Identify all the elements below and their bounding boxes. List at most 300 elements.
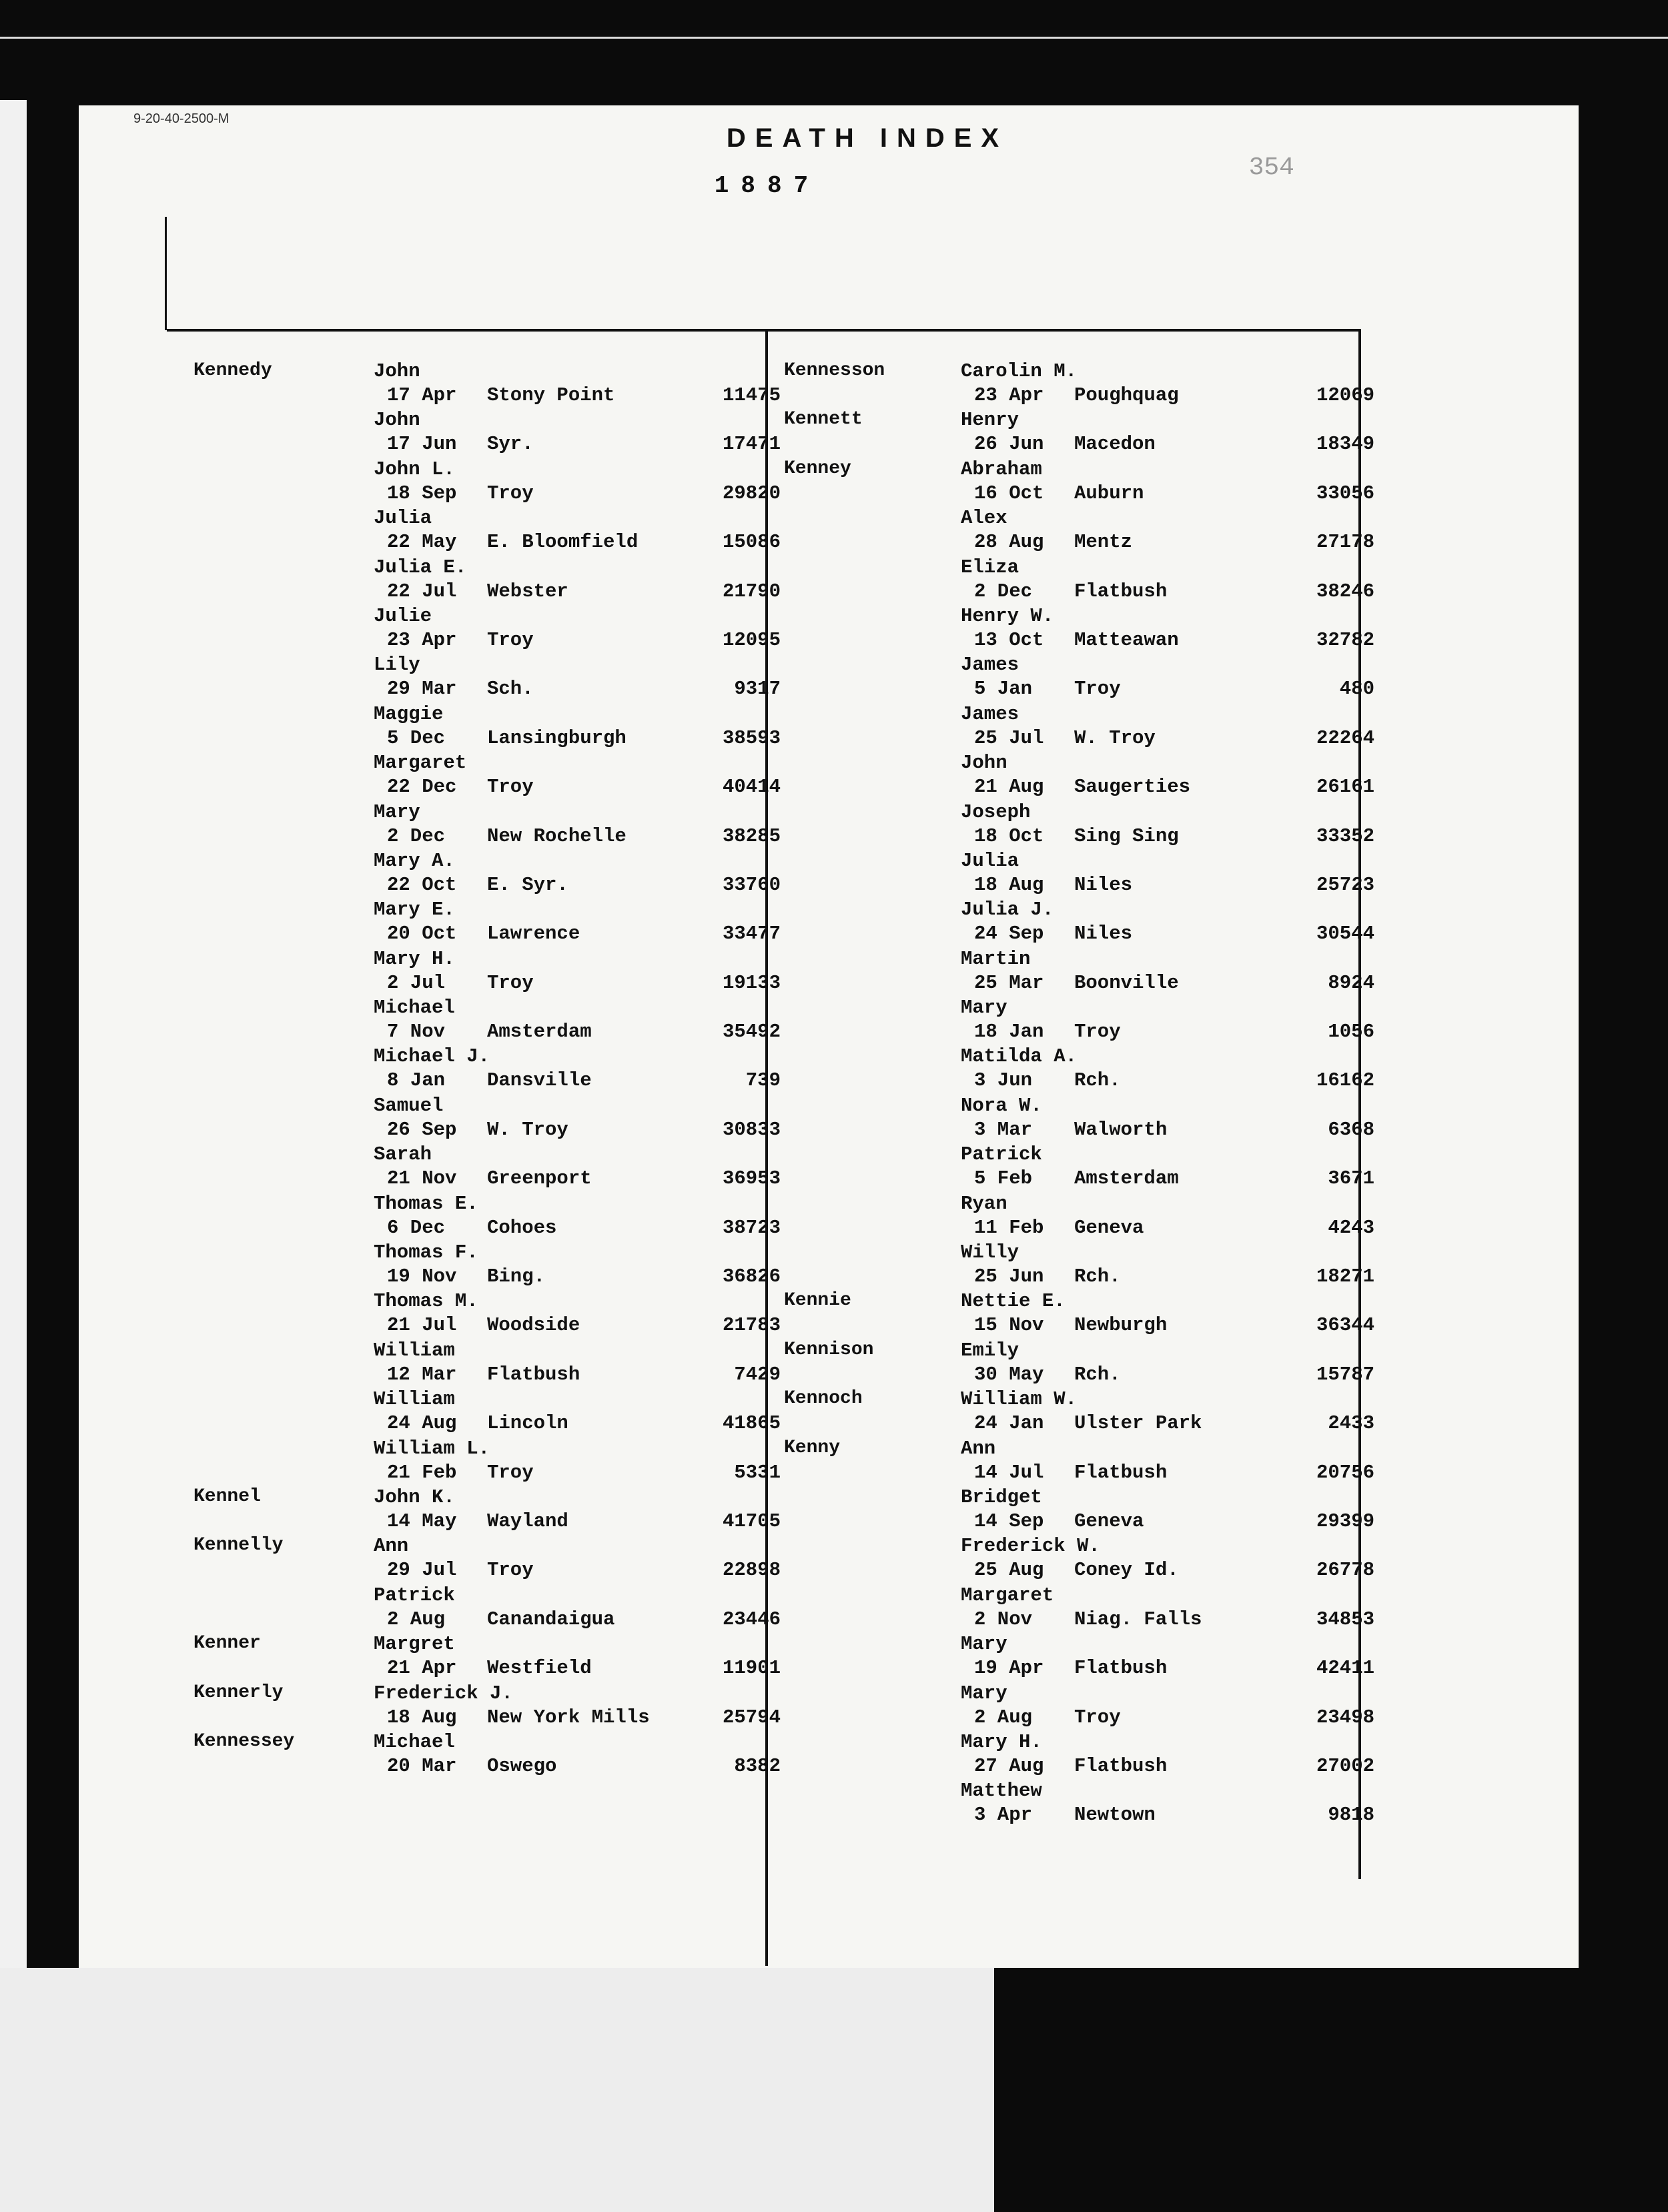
index-entry — [374, 997, 781, 1045]
index-entry — [374, 1241, 781, 1290]
index-entry — [961, 1339, 1374, 1388]
death-place: Canandaigua — [487, 1608, 615, 1630]
index-entry — [961, 556, 1374, 605]
scan-background — [994, 1968, 1668, 2212]
death-date: 6 Dec — [387, 1216, 446, 1239]
certificate-number: 41865 — [722, 1412, 781, 1435]
death-date: 3 Apr — [974, 1804, 1033, 1826]
index-entry — [374, 360, 781, 409]
index-entry — [374, 801, 781, 850]
surname: Kennison — [784, 1339, 874, 1360]
certificate-number: 23498 — [1316, 1706, 1374, 1728]
death-date: 12 Mar — [387, 1363, 457, 1386]
given-name: Julie — [374, 604, 432, 627]
death-date: 25 Aug — [974, 1559, 1044, 1582]
death-date: 17 Jun — [387, 433, 457, 456]
surname-group — [193, 1682, 781, 1731]
index-entry — [961, 800, 1374, 850]
death-place: Flatbush — [1074, 580, 1168, 602]
death-place: Rch. — [1074, 1363, 1121, 1386]
given-name: Samuel — [374, 1094, 444, 1117]
left-margin-rule — [165, 217, 167, 330]
death-date: 16 Oct — [974, 482, 1044, 504]
given-name: Nora W. — [961, 1094, 1042, 1117]
entry-list — [961, 1388, 1374, 1437]
certificate-number: 33352 — [1316, 824, 1374, 847]
index-entry — [961, 702, 1374, 752]
death-date: 2 Aug — [974, 1706, 1033, 1728]
death-place: Boonville — [1074, 971, 1179, 994]
surname-group — [784, 1290, 1374, 1339]
index-entry — [961, 1730, 1374, 1780]
certificate-number: 29820 — [722, 482, 781, 504]
death-date: 29 Mar — [387, 678, 457, 700]
death-place: Troy — [1074, 1021, 1121, 1043]
death-date: 2 Nov — [974, 1608, 1033, 1630]
death-date: 23 Apr — [387, 628, 457, 651]
death-place: New York Mills — [487, 1706, 650, 1728]
death-place: Amsterdam — [487, 1021, 592, 1043]
index-entry — [374, 948, 781, 997]
death-date: 18 Sep — [387, 482, 457, 504]
death-date: 21 Aug — [974, 776, 1044, 798]
certificate-number: 22264 — [1316, 726, 1374, 749]
death-place: Saugerties — [1074, 776, 1191, 798]
death-date: 24 Sep — [974, 923, 1044, 945]
given-name: Bridget — [961, 1486, 1042, 1508]
given-name: Matthew — [961, 1780, 1042, 1802]
given-name: Margaret — [961, 1584, 1054, 1606]
index-entry — [961, 849, 1374, 899]
death-date: 28 Aug — [974, 531, 1044, 554]
given-name: Abraham — [961, 458, 1042, 480]
certificate-number: 22898 — [722, 1559, 781, 1582]
given-name: Mary — [374, 800, 420, 823]
index-entry — [374, 1633, 781, 1682]
header-rule — [167, 329, 1361, 332]
entry-list — [374, 1682, 781, 1731]
death-date: 22 Dec — [387, 776, 457, 798]
index-entry — [961, 654, 1374, 702]
death-date: 13 Oct — [974, 628, 1044, 651]
certificate-number: 18349 — [1316, 433, 1374, 456]
death-date: 3 Jun — [974, 1069, 1033, 1092]
death-date: 11 Feb — [974, 1216, 1044, 1239]
certificate-number: 38246 — [1316, 580, 1374, 602]
certificate-number: 23446 — [722, 1608, 781, 1630]
index-entry — [374, 458, 781, 507]
death-place: Newburgh — [1074, 1314, 1168, 1337]
index-entry — [374, 1584, 781, 1633]
given-name: Mary — [961, 1633, 1007, 1656]
index-entry — [374, 899, 781, 947]
index-entry — [374, 1339, 781, 1388]
certificate-number: 41705 — [722, 1510, 781, 1532]
death-place: Oswego — [487, 1754, 557, 1777]
entry-list — [961, 409, 1374, 458]
given-name: James — [961, 654, 1019, 676]
entry-list — [374, 1535, 781, 1633]
index-entry — [961, 899, 1374, 947]
given-name: John — [374, 409, 420, 432]
certificate-number: 480 — [1339, 678, 1374, 700]
index-entry — [374, 1290, 781, 1339]
death-place: Troy — [487, 482, 534, 504]
given-name: James — [961, 702, 1019, 725]
surname: Kennel — [193, 1486, 261, 1507]
certificate-number: 36826 — [722, 1265, 781, 1288]
entry-list — [961, 1339, 1374, 1388]
death-date: 14 Sep — [974, 1510, 1044, 1532]
death-place: Niles — [1074, 873, 1133, 896]
certificate-number: 1056 — [1328, 1021, 1374, 1043]
death-date: 17 Apr — [387, 384, 457, 406]
certificate-number: 33056 — [1316, 482, 1374, 504]
certificate-number: 36953 — [722, 1167, 781, 1190]
given-name: Ann — [374, 1535, 409, 1558]
death-place: New Rochelle — [487, 824, 627, 847]
given-name: William — [374, 1339, 455, 1361]
given-name: Carolin M. — [961, 360, 1078, 382]
death-date: 7 Nov — [387, 1021, 446, 1043]
index-entry — [374, 1486, 781, 1535]
death-place: Lincoln — [487, 1412, 568, 1435]
certificate-number: 12095 — [722, 628, 781, 651]
death-date: 21 Jul — [387, 1314, 457, 1337]
surname: Kennett — [784, 409, 863, 430]
index-entry — [374, 556, 781, 605]
index-entry — [374, 1731, 781, 1780]
given-name: Thomas F. — [374, 1241, 478, 1264]
certificate-number: 25723 — [1316, 873, 1374, 896]
given-name: John — [961, 752, 1007, 774]
surname: Kenny — [784, 1437, 841, 1458]
given-name: Julia E. — [374, 556, 467, 578]
certificate-number: 11901 — [722, 1657, 781, 1680]
index-entry — [961, 458, 1374, 507]
death-place: Troy — [487, 1559, 534, 1582]
page-number: 354 — [1248, 153, 1294, 182]
index-entry — [374, 1193, 781, 1241]
death-date: 18 Aug — [387, 1706, 457, 1728]
given-name: Henry W. — [961, 604, 1054, 627]
given-name: Martin — [961, 947, 1031, 970]
given-name: Thomas E. — [374, 1192, 478, 1215]
death-place: Wayland — [487, 1510, 568, 1532]
death-place: Stony Point — [487, 384, 615, 406]
death-date: 5 Feb — [974, 1167, 1033, 1190]
certificate-number: 16162 — [1316, 1069, 1374, 1092]
index-entry — [961, 1682, 1374, 1731]
given-name: Matilda A. — [961, 1045, 1078, 1068]
death-date: 18 Jan — [974, 1021, 1044, 1043]
death-place: E. Syr. — [487, 873, 568, 896]
given-name: William — [374, 1388, 455, 1411]
certificate-number: 20756 — [1316, 1461, 1374, 1484]
surname-group — [784, 409, 1374, 458]
entry-list — [374, 1486, 781, 1535]
surname-group — [193, 1731, 781, 1780]
certificate-number: 17471 — [722, 433, 781, 456]
index-entry — [374, 1095, 781, 1143]
certificate-number: 11475 — [722, 384, 781, 406]
death-date: 5 Jan — [974, 678, 1033, 700]
entry-list — [374, 1633, 781, 1682]
death-place: Flatbush — [487, 1363, 580, 1386]
given-name: Mary E. — [374, 899, 455, 921]
index-entry — [961, 947, 1374, 997]
certificate-number: 27178 — [1316, 531, 1374, 554]
certificate-number: 8924 — [1328, 971, 1374, 994]
death-date: 14 May — [387, 1510, 457, 1532]
given-name: Margaret — [374, 752, 467, 774]
index-entry — [961, 1045, 1374, 1094]
given-name: Mary H. — [961, 1730, 1042, 1753]
surname: Kennie — [784, 1290, 851, 1311]
death-place: Macedon — [1074, 433, 1156, 456]
given-name: Julia — [374, 507, 432, 530]
surname-group — [784, 1339, 1374, 1388]
death-place: Sing Sing — [1074, 824, 1179, 847]
index-entry — [374, 1438, 781, 1486]
certificate-number: 32782 — [1316, 628, 1374, 651]
certificate-number: 8382 — [734, 1754, 781, 1777]
certificate-number: 42411 — [1316, 1657, 1374, 1680]
death-date: 29 Jul — [387, 1559, 457, 1582]
death-date: 30 May — [974, 1363, 1044, 1386]
certificate-number: 21790 — [722, 580, 781, 602]
surname-group — [784, 1437, 1374, 1829]
given-name: Emily — [961, 1339, 1019, 1361]
death-date: 24 Jan — [974, 1412, 1044, 1435]
index-entry — [961, 1633, 1374, 1682]
given-name: John — [374, 360, 420, 382]
death-place: Troy — [487, 628, 534, 651]
given-name: John K. — [374, 1486, 455, 1508]
death-date: 2 Aug — [387, 1608, 446, 1630]
death-place: Troy — [1074, 1706, 1121, 1728]
death-place: Webster — [487, 580, 568, 602]
given-name: Nettie E. — [961, 1290, 1066, 1313]
certificate-number: 38285 — [722, 824, 781, 847]
death-place: Sch. — [487, 678, 534, 700]
death-place: Geneva — [1074, 1510, 1144, 1532]
death-date: 19 Nov — [387, 1265, 457, 1288]
given-name: William W. — [961, 1388, 1078, 1411]
death-place: Newtown — [1074, 1804, 1156, 1826]
certificate-number: 21783 — [722, 1314, 781, 1337]
index-entry — [961, 1192, 1374, 1241]
given-name: Alex — [961, 507, 1007, 530]
page-title: DEATH INDEX — [726, 123, 1009, 153]
index-entry — [374, 1535, 781, 1584]
given-name: Mary — [961, 997, 1007, 1019]
death-date: 14 Jul — [974, 1461, 1044, 1484]
given-name: Michael — [374, 1730, 455, 1753]
index-entry — [961, 1486, 1374, 1535]
given-name: Joseph — [961, 800, 1031, 823]
given-name: Henry — [961, 409, 1019, 432]
index-entry — [961, 1780, 1374, 1828]
death-place: Auburn — [1074, 482, 1144, 504]
death-place: Niles — [1074, 923, 1133, 945]
death-place: Bing. — [487, 1265, 546, 1288]
death-place: E. Bloomfield — [487, 531, 639, 554]
given-name: Ann — [961, 1437, 996, 1460]
death-date: 2 Dec — [974, 580, 1033, 602]
given-name: Julia — [961, 849, 1019, 872]
death-place: Amsterdam — [1074, 1167, 1179, 1190]
given-name: Michael — [374, 997, 455, 1019]
index-entry — [374, 850, 781, 899]
index-entry — [961, 752, 1374, 800]
given-name: Frederick J. — [374, 1682, 513, 1704]
death-date: 15 Nov — [974, 1314, 1044, 1337]
certificate-number: 33760 — [722, 873, 781, 896]
surname: Kennedy — [193, 360, 272, 381]
certificate-number: 35492 — [722, 1021, 781, 1043]
index-entry — [961, 507, 1374, 556]
death-date: 2 Jul — [387, 971, 446, 994]
index-entry — [961, 360, 1374, 409]
index-entry — [374, 1045, 781, 1094]
certificate-number: 34853 — [1316, 1608, 1374, 1630]
death-place: Troy — [487, 776, 534, 798]
death-place: Lansingburgh — [487, 726, 627, 749]
index-entry — [374, 752, 781, 800]
death-place: Lawrence — [487, 923, 580, 945]
death-place: Rch. — [1074, 1265, 1121, 1288]
given-name: Ryan — [961, 1192, 1007, 1215]
certificate-number: 2433 — [1328, 1412, 1374, 1435]
certificate-number: 30833 — [722, 1118, 781, 1141]
death-date: 23 Apr — [974, 384, 1044, 406]
certificate-number: 33477 — [722, 923, 781, 945]
death-date: 22 Oct — [387, 873, 457, 896]
given-name: William L. — [374, 1437, 490, 1460]
certificate-number: 7429 — [734, 1363, 781, 1386]
overlapping-card — [0, 1968, 994, 2212]
surname-group — [784, 1388, 1374, 1437]
given-name: Willy — [961, 1241, 1019, 1264]
index-entry — [374, 1682, 781, 1731]
death-place: Troy — [487, 971, 534, 994]
index-entry — [374, 1388, 781, 1437]
surname-group — [193, 1486, 781, 1535]
given-name: Mary — [961, 1682, 1007, 1704]
death-date: 21 Apr — [387, 1657, 457, 1680]
index-entry — [961, 604, 1374, 654]
index-entry — [374, 654, 781, 702]
death-date: 26 Sep — [387, 1118, 457, 1141]
certificate-number: 30544 — [1316, 923, 1374, 945]
death-place: Troy — [1074, 678, 1121, 700]
adjacent-page-edge — [0, 100, 27, 1968]
index-entry — [961, 1535, 1374, 1584]
given-name: Patrick — [374, 1584, 455, 1606]
death-place: Ulster Park — [1074, 1412, 1202, 1435]
surname: Kennessey — [193, 1730, 295, 1752]
surname-group — [193, 360, 781, 1486]
given-name: Maggie — [374, 702, 444, 725]
index-entry — [374, 507, 781, 556]
surname: Kennesson — [784, 360, 885, 381]
given-name: Eliza — [961, 556, 1019, 578]
surname-group — [784, 458, 1374, 1291]
index-column-left — [193, 360, 781, 1780]
certificate-number: 19133 — [722, 971, 781, 994]
death-place: W. Troy — [487, 1118, 568, 1141]
given-name: Sarah — [374, 1143, 432, 1166]
death-date: 20 Mar — [387, 1754, 457, 1777]
certificate-number: 26778 — [1316, 1559, 1374, 1582]
certificate-number: 6368 — [1328, 1118, 1374, 1141]
death-place: Flatbush — [1074, 1657, 1168, 1680]
death-date: 19 Apr — [974, 1657, 1044, 1680]
death-place: Woodside — [487, 1314, 580, 1337]
surname: Kennelly — [193, 1535, 284, 1556]
surname: Kenney — [784, 458, 851, 479]
entry-list — [374, 1731, 781, 1780]
index-entry — [374, 409, 781, 458]
index-entry — [961, 1143, 1374, 1192]
certificate-number: 5331 — [734, 1461, 781, 1484]
index-entry — [374, 605, 781, 654]
surname: Kennoch — [784, 1388, 863, 1410]
death-date: 24 Aug — [387, 1412, 457, 1435]
index-entry — [961, 1241, 1374, 1290]
certificate-number: 38723 — [722, 1216, 781, 1239]
given-name: Thomas M. — [374, 1290, 478, 1313]
entry-list — [961, 1290, 1374, 1339]
death-place: Troy — [487, 1461, 534, 1484]
death-date: 22 May — [387, 531, 457, 554]
index-entry — [374, 703, 781, 752]
death-date: 25 Jul — [974, 726, 1044, 749]
certificate-number: 9818 — [1328, 1804, 1374, 1826]
certificate-number: 15086 — [722, 531, 781, 554]
death-place: Walworth — [1074, 1118, 1168, 1141]
given-name: Mary H. — [374, 947, 455, 970]
index-entry — [961, 409, 1374, 458]
death-place: Flatbush — [1074, 1754, 1168, 1777]
death-place: Greenport — [487, 1167, 592, 1190]
death-date: 21 Feb — [387, 1461, 457, 1484]
death-date: 18 Oct — [974, 824, 1044, 847]
certificate-number: 18271 — [1316, 1265, 1374, 1288]
surname: Kenner — [193, 1633, 261, 1654]
death-place: Dansville — [487, 1069, 592, 1092]
death-date: 21 Nov — [387, 1167, 457, 1190]
certificate-number: 36344 — [1316, 1314, 1374, 1337]
entry-list — [374, 360, 781, 1486]
given-name: Julia J. — [961, 899, 1054, 921]
death-place: Poughquag — [1074, 384, 1179, 406]
death-place: Mentz — [1074, 531, 1133, 554]
death-place: Syr. — [487, 433, 534, 456]
death-date: 20 Oct — [387, 923, 457, 945]
death-place: Rch. — [1074, 1069, 1121, 1092]
certificate-number: 40414 — [722, 776, 781, 798]
death-date: 25 Mar — [974, 971, 1044, 994]
given-name: Margret — [374, 1633, 455, 1656]
given-name: John L. — [374, 458, 455, 480]
death-place: Geneva — [1074, 1216, 1144, 1239]
death-date: 3 Mar — [974, 1118, 1033, 1141]
given-name: Patrick — [961, 1143, 1042, 1166]
certificate-number: 38593 — [722, 726, 781, 749]
death-place: Matteawan — [1074, 628, 1179, 651]
